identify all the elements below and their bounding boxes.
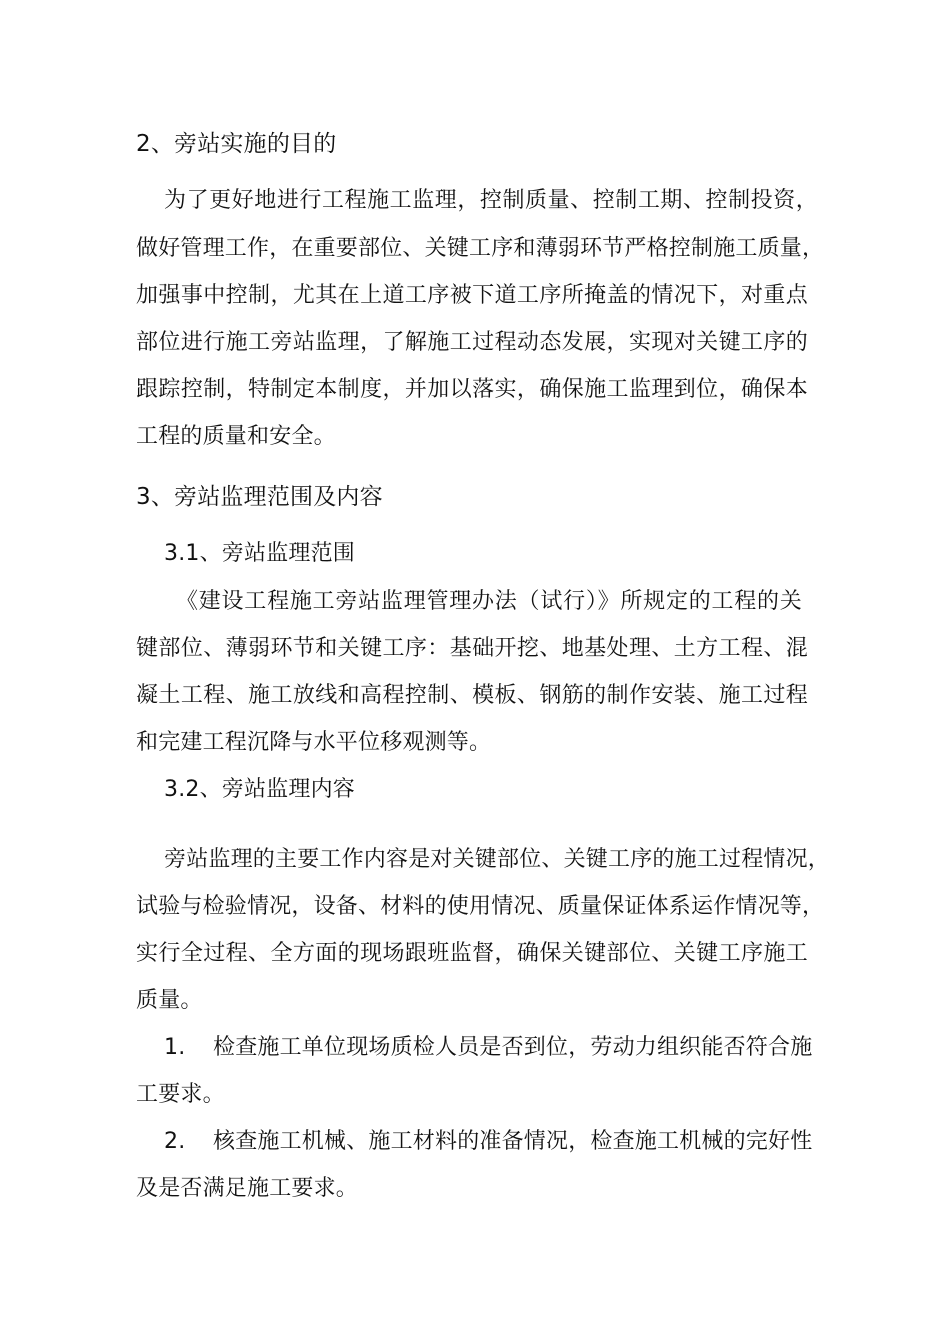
section-2-paragraph-line-6: 工程的质量和安全。 (136, 424, 336, 449)
section-3-2-paragraph-line-4: 质量。 (136, 988, 203, 1013)
list-item-1-line-2: 工要求。 (136, 1082, 225, 1107)
section-2-heading: 2、旁站实施的目的 (136, 131, 337, 157)
list-item-2-line-2: 及是否满足施工要求。 (136, 1176, 359, 1201)
section-2-paragraph-line-5: 跟踪控制，特制定本制度，并加以落实，确保施工监理到位，确保本 (136, 377, 808, 402)
section-3-1-paragraph-line-4: 和完建工程沉降与水平位移观测等。 (136, 730, 492, 755)
section-3-heading: 3、旁站监理范围及内容 (136, 484, 383, 510)
section-3-2-paragraph-line-1: 旁站监理的主要工作内容是对关键部位、关键工序的施工过程情况， (164, 847, 831, 872)
list-item-1 (164, 1033, 812, 1063)
list-item-1-line-1: 检查施工单位现场质检人员是否到位，劳动力组织能否符合施 (213, 1035, 813, 1060)
list-item-2 (164, 1127, 812, 1157)
section-2-paragraph-line-4: 部位进行施工旁站监理，了解施工过程动态发展，实现对关键工序的 (136, 330, 808, 355)
list-item-1-number: 1. (164, 1035, 186, 1060)
section-3-1-paragraph-line-2: 键部位、薄弱环节和关键工序：基础开挖、地基处理、土方工程、混 (136, 636, 808, 661)
section-3-1-heading: 3.1、旁站监理范围 (164, 541, 355, 566)
list-item-2-number: 2. (164, 1129, 186, 1154)
section-3-1-paragraph-line-3: 凝土工程、施工放线和高程控制、模板、钢筋的制作安装、施工过程 (136, 683, 808, 708)
section-2-paragraph-line-3: 加强事中控制，尤其在上道工序被下道工序所掩盖的情况下，对重点 (136, 283, 808, 308)
list-item-2-line-1: 核查施工机械、施工材料的准备情况，检查施工机械的完好性 (213, 1129, 813, 1154)
section-3-1-paragraph-line-1: 《建设工程施工旁站监理管理办法（试行）》所规定的工程的关 (176, 589, 802, 614)
section-3-2-paragraph-line-2: 试验与检验情况，设备、材料的使用情况、质量保证体系运作情况等， (136, 894, 825, 919)
section-2-paragraph-line-2: 做好管理工作，在重要部位、关键工序和薄弱环节严格控制施工质量， (136, 236, 825, 261)
section-2-paragraph-line-1: 为了更好地进行工程施工监理，控制质量、控制工期、控制投资， (164, 188, 818, 213)
section-3-2-paragraph-line-3: 实行全过程、全方面的现场跟班监督，确保关键部位、关键工序施工 (136, 941, 808, 966)
section-3-2-heading: 3.2、旁站监理内容 (164, 777, 355, 802)
